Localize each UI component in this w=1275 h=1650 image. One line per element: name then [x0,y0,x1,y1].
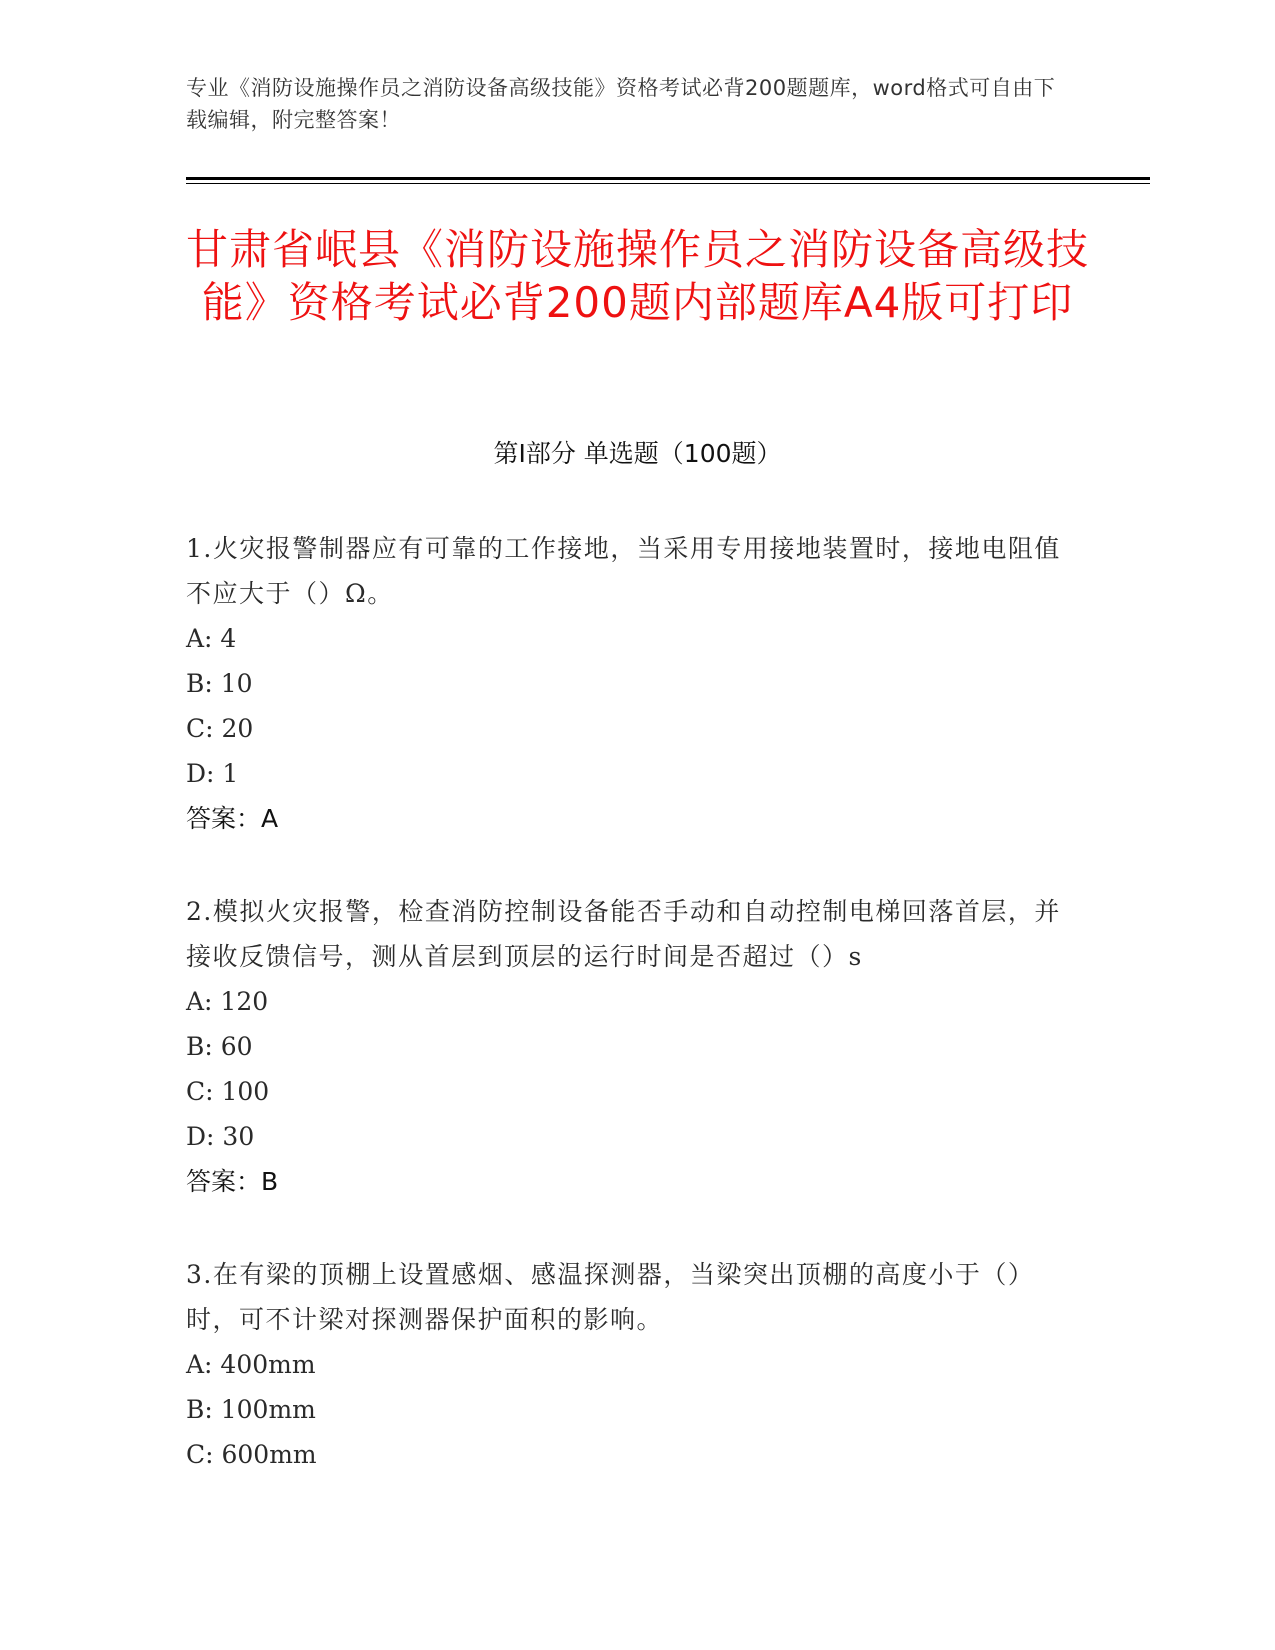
question-stem: 1.火灾报警制器应有可靠的工作接地，当采用专用接地装置时，接地电阻值不应大于（）Ω。 [186,534,1061,608]
section-title: 第Ⅰ部分 单选题（100题） [493,439,782,468]
header-note: 专业《消防设施操作员之消防设备高级技能》资格考试必背200题题库，word格式可自由下载编辑，附完整答案！ [186,76,1056,132]
answer-line: 答案：A [186,804,279,833]
option-a: A: 400mm [186,1350,316,1379]
option-b: B: 100mm [186,1395,316,1424]
question-2 [186,889,1066,1204]
option-d: D: 30 [186,1122,255,1151]
document-title: 甘肃省岷县《消防设施操作员之消防设备高级技能》资格考试必背200题内部题库A4版可打印 [185,225,1089,327]
answer-line: 答案：B [186,1167,279,1196]
option-c: C: 20 [186,714,254,743]
option-c: C: 100 [186,1077,270,1106]
question-1 [186,526,1066,841]
option-b: B: 10 [186,669,253,698]
question-stem: 3.在有梁的顶棚上设置感烟、感温探测器，当梁突出顶棚的高度小于（）时，可不计梁对探测器保护面积的影响。 [186,1260,1035,1334]
question-list [186,526,1066,1525]
option-d: D: 1 [186,759,239,788]
option-b: B: 60 [186,1032,253,1061]
header-divider-thick [186,177,1150,180]
option-c: C: 600mm [186,1440,317,1469]
header-divider-thin [186,183,1150,184]
question-3 [186,1252,1066,1477]
option-a: A: 120 [186,987,269,1016]
option-a: A: 4 [186,624,237,653]
question-stem: 2.模拟火灾报警，检查消防控制设备能否手动和自动控制电梯回落首层，并接收反馈信号，测从首层到顶层的运行时间是否超过（）s [186,897,1061,971]
